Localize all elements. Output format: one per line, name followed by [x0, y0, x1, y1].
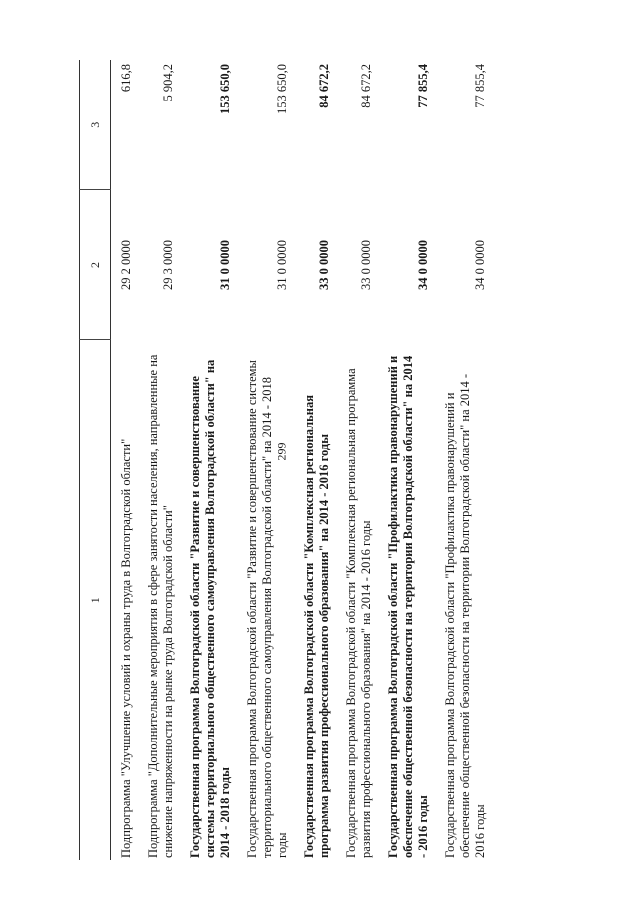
table-row	[138, 60, 180, 860]
program-code: 31 0 0000	[218, 240, 232, 290]
program-amount: 84 672,2	[359, 64, 373, 108]
program-name: Государственная программа Волгоградской области "Развитие и совершенствование системы территориального общественного самоуправления Волгоградской области" на 2014 - 2018 годы	[188, 359, 232, 858]
page-number: 299	[274, 442, 289, 461]
program-name: Государственная программа Волгоградской области "Комплексная региональная программа развития профессионального образования" на 2014 - 2016 годы	[302, 395, 331, 858]
program-code: 29 2 0000	[119, 240, 133, 290]
table-row	[435, 60, 492, 860]
table-row	[378, 60, 435, 860]
program-code: 29 3 0000	[161, 240, 175, 290]
header-col-2: 2	[80, 190, 111, 340]
program-name: Государственная программа Волгоградской области "Развитие и совершенствование системы территориального общественного самоуправления Волгоградской области" на 2014 - 2018 годы	[245, 360, 289, 858]
table-row	[294, 60, 336, 860]
program-code: 33 0 0000	[359, 240, 373, 290]
program-amount: 77 855,4	[416, 64, 430, 108]
program-name: Подпрограмма "Улучшение условий и охраны труда в Волгоградской области"	[119, 438, 133, 858]
program-amount: 153 650,0	[218, 64, 232, 114]
budget-table	[79, 60, 492, 860]
program-code: 31 0 0000	[275, 240, 289, 290]
program-amount: 84 672,2	[317, 64, 331, 108]
table-row	[237, 60, 294, 860]
table-header-row	[80, 60, 111, 860]
table-row	[336, 60, 378, 860]
program-amount: 77 855,4	[473, 64, 487, 108]
program-amount: 5 904,2	[161, 64, 175, 102]
program-name: Государственная программа Волгоградской области "Профилактика правонарушений и обеспечение общественной безопасности на территории Волгоградской области" на 2014 - 2016 годы	[443, 373, 487, 858]
program-amount: 153 650,0	[275, 64, 289, 114]
rotated-page	[79, 60, 619, 860]
table-row	[180, 60, 237, 860]
program-name: Государственная программа Волгоградской области "Комплексная региональная программа развития профессионального образования" на 2014 - 2016 годы	[344, 368, 373, 858]
program-name: Подпрограмма "Дополнительные мероприятия в сфере занятости населения, направленные на снижение напряженности на рынке труда Волгоградской области"	[146, 354, 175, 858]
header-col-3: 3	[80, 60, 111, 190]
table-row	[111, 60, 139, 860]
program-code: 34 0 0000	[473, 240, 487, 290]
program-name: Государственная программа Волгоградской области "Профилактика правонарушений и обеспечение общественной безопасности на территории Волгоградской области" на 2014 - 2016 годы	[386, 355, 430, 858]
program-code: 33 0 0000	[317, 240, 331, 290]
program-code: 34 0 0000	[416, 240, 430, 290]
program-amount: 616,8	[119, 64, 133, 93]
header-col-1: 1	[87, 597, 102, 604]
